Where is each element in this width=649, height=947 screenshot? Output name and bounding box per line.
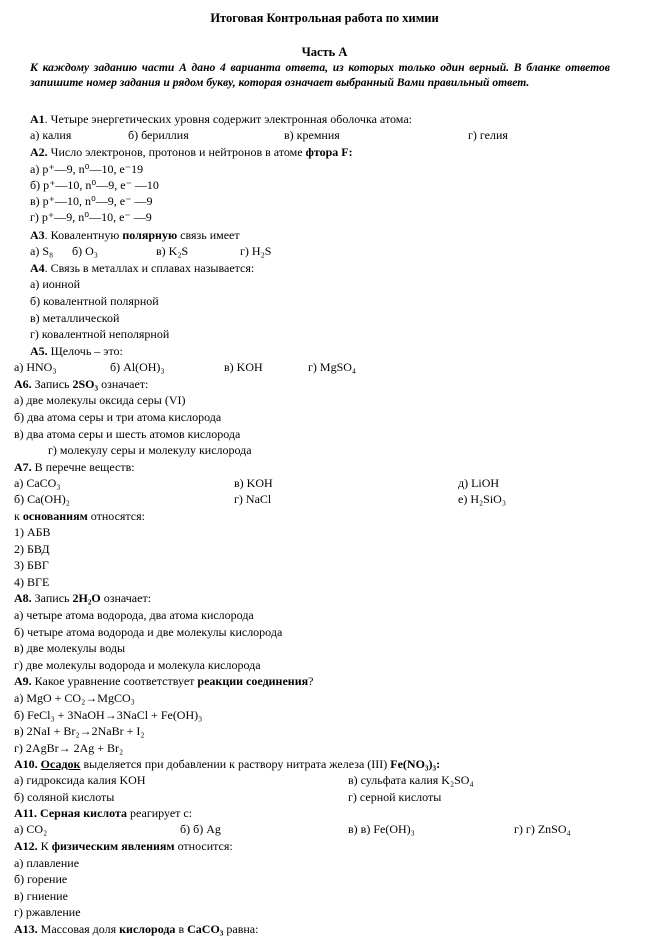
a2-option: а) p⁺—9, n⁰—10, e⁻19 [30,162,144,176]
a11-option: в) в) Fe(OH)₃ [348,822,415,836]
a5-option: а) HNO₃ [14,360,57,374]
a7-option: 2) БВД [14,542,50,556]
a11-option: г) г) ZnSO₄ [514,822,571,836]
instruction-text: К каждому заданию части А дано 4 варианта ответа, из которых только один верный. В бланке ответов запишите номер задания и рядом букву, которая означает выбранный Вами правильный ответ. [30,61,610,89]
a1-option: в) кремния [284,128,340,142]
a8-option: в) две молекулы воды [14,641,126,655]
a7-substance: а) CaCO₃ [14,476,61,490]
part-title: Часть А [301,45,348,59]
a10-option: б) соляной кислоты [14,790,115,804]
a2-option: в) p⁺—10, n⁰—9, e⁻ —9 [30,194,153,208]
a7-substance: г) NaCl [234,492,272,506]
a6-option: а) две молекулы оксида серы (VI) [14,393,186,407]
a1-option: а) калия [30,128,72,142]
a2-option: б) p⁺—10, n⁰—9, e⁻ —10 [30,178,159,192]
a8-option: а) четыре атома водорода, два атома кислорода [14,608,254,622]
a7-prompt: к основаниям относятся: [14,509,145,523]
question-a1: А1. Четыре энергетических уровня содержит электронная оболочка атома: [30,112,412,126]
a4-option: в) металлической [30,311,120,325]
a7-substance: в) KOH [234,476,273,490]
a12-option: б) горение [14,872,68,886]
a9-option: б) FeCl₃ + 3NaOH→3NaCl + Fe(OH)₃ [14,708,203,722]
a3-option: г) H₂S [240,244,272,258]
a4-option: а) ионной [30,277,81,291]
question-a2: А2. Число электронов, протонов и нейтронов в атоме фтора F: [30,145,353,159]
question-a8: А8. Запись 2H₂O означает: [14,591,152,605]
a10-option: в) сульфата калия K₂SO₄ [348,773,474,787]
a1-option: б) бериллия [128,128,189,142]
question-a7: А7. В перечне веществ: [14,460,135,474]
a5-option: г) MgSO₄ [308,360,357,374]
a7-option: 4) ВГЕ [14,575,50,589]
a1-option: г) гелия [468,128,508,142]
question-a3: А3. Ковалентную полярную связь имеет [30,228,240,242]
a9-option: в) 2NaI + Br₂→2NaBr + I₂ [14,724,145,738]
a10-option: г) серной кислоты [348,790,442,804]
a10-option: а) гидроксида калия KOH [14,773,146,787]
a8-option: б) четыре атома водорода и две молекулы кислорода [14,625,283,639]
a5-option: б) Al(OH)₃ [110,360,165,374]
a12-option: в) гниение [14,889,68,903]
a12-option: г) ржавление [14,905,81,919]
a6-option: б) два атома серы и три атома кислорода [14,410,222,424]
a7-substance: д) LiOH [458,476,500,490]
a2-option: г) p⁺—9, n⁰—10, e⁻ —9 [30,210,152,224]
a11-option: а) CO₂ [14,822,48,836]
question-a11: А11. Серная кислота реагирует с: [14,806,193,820]
document-title: Итоговая Контрольная работа по химии [210,11,439,25]
question-a10: А10. Осадок выделяется при добавлении к раствору нитрата железа (III) Fe(NO₃)₃: [14,757,441,771]
a7-option: 1) АБВ [14,525,51,539]
question-a12: А12. К физическим явлениям относится: [14,839,233,853]
a7-option: 3) БВГ [14,558,49,572]
a9-option: а) MgO + CO₂→MgCO₃ [14,691,135,705]
a12-option: а) плавление [14,856,80,870]
question-a13: А13. Массовая доля кислорода в CaCO₃ равна: [14,922,259,936]
a3-option: б) O₃ [72,244,98,258]
a11-option: б) б) Ag [180,822,221,836]
a4-option: б) ковалентной полярной [30,294,159,308]
a9-option: г) 2AgBr→ 2Ag + Br₂ [14,741,124,755]
a6-option: в) два атома серы и шесть атомов кислорода [14,427,241,441]
question-a6: А6. Запись 2SO₃ означает: [14,377,149,391]
a8-option: г) две молекулы водорода и молекула кислорода [14,658,261,672]
question-a9: А9. Какое уравнение соответствует реакции соединения? [14,674,314,688]
a5-option: в) KOH [224,360,263,374]
a4-option: г) ковалентной неполярной [30,327,170,341]
a7-substance: б) Ca(OH)₂ [14,492,70,506]
a6-option: г) молекулу серы и молекулу кислорода [48,443,252,457]
question-a4: А4. Связь в металлах и сплавах называется: [30,261,255,275]
question-a5: А5. Щелочь – это: [30,344,123,358]
a3-option: в) K₂S [156,244,189,258]
a7-substance: е) H₂SiO₃ [458,492,507,506]
a3-option: а) S₈ [30,244,54,258]
